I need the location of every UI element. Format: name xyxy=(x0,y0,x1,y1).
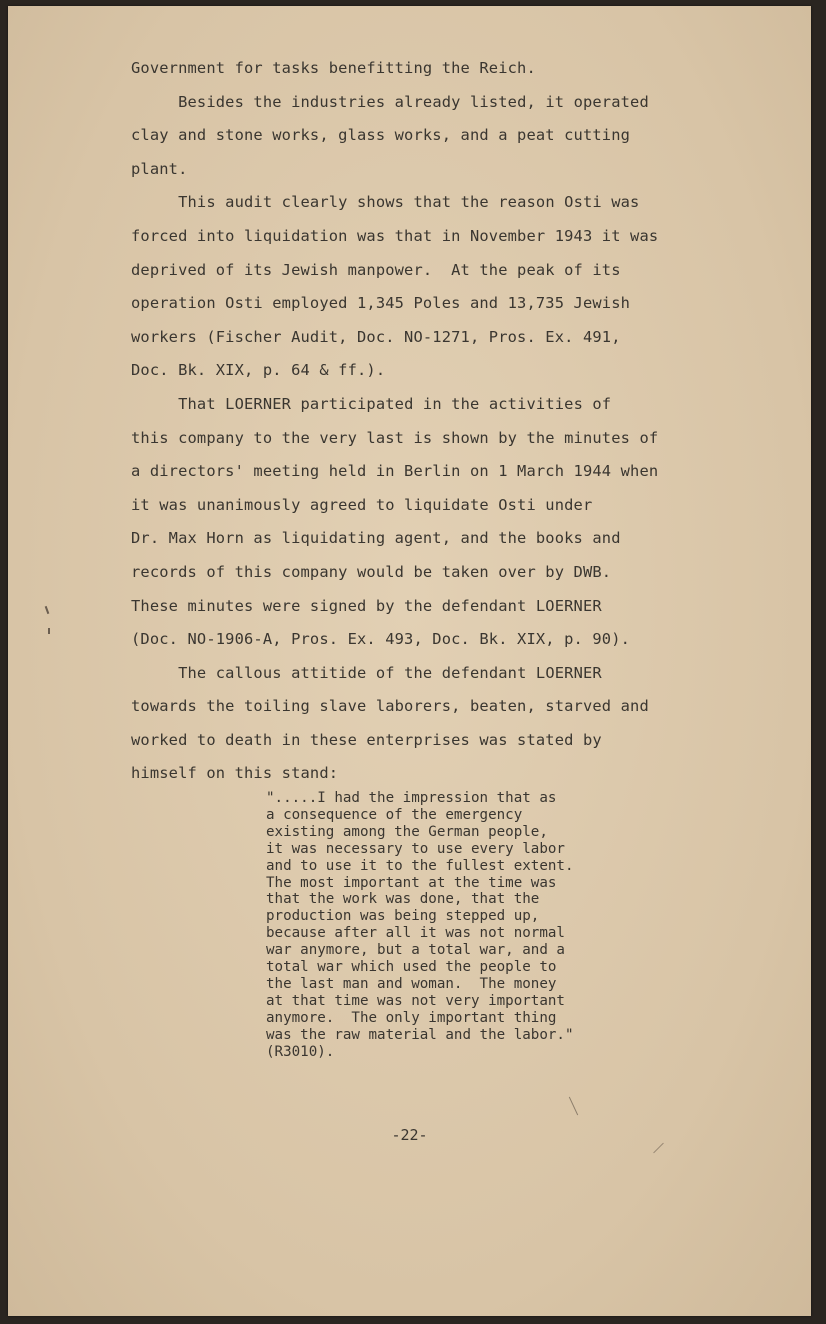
text-line: That LOERNER participated in the activities of xyxy=(131,394,612,413)
quote-line: war anymore, but a total war, and a xyxy=(266,942,565,959)
paper-mark xyxy=(569,1097,578,1116)
text-line: Dr. Max Horn as liquidating agent, and the books and xyxy=(131,529,621,548)
text-line: records of this company would be taken over by DWB. xyxy=(131,562,612,581)
text-line: himself on this stand: xyxy=(131,764,339,783)
text-line: Government for tasks benefitting the Reich. xyxy=(131,59,536,77)
quote-line: anymore. The only important thing xyxy=(266,1009,557,1026)
text-line: Besides the industries already listed, it operated xyxy=(131,92,649,111)
text-line: (Doc. NO-1906-A, Pros. Ex. 493, Doc. Bk. XIX, p. 90). xyxy=(131,630,631,649)
body-text xyxy=(131,52,711,791)
text-line: towards the toiling slave laborers, beaten, starved and xyxy=(131,697,649,716)
quote-line: existing among the German people, xyxy=(266,823,548,840)
quote-line: The most important at the time was xyxy=(266,874,557,891)
quote-line: it was necessary to use every labor xyxy=(266,840,565,857)
quote-line: that the work was done, that the xyxy=(266,891,540,908)
text-line: workers (Fischer Audit, Doc. NO-1271, Pros. Ex. 491, xyxy=(131,327,621,346)
page-number: -22- xyxy=(391,1126,428,1144)
quote-line: total war which used the people to xyxy=(266,959,557,976)
text-line: worked to death in these enterprises was stated by xyxy=(131,730,602,749)
text-line: operation Osti employed 1,345 Poles and 13,735 Jewish xyxy=(131,294,631,313)
document-page xyxy=(8,6,811,1316)
text-line: it was unanimously agreed to liquidate Osti under xyxy=(131,495,593,514)
quote-line: (R3010). xyxy=(266,1043,335,1060)
quote-line: production was being stepped up, xyxy=(266,908,540,925)
text-line: deprived of its Jewish manpower. At the peak of its xyxy=(131,260,621,279)
text-line: The callous attitide of the defendant LOERNER xyxy=(131,663,602,682)
quote-line: ".....I had the impression that as xyxy=(266,790,557,806)
text-line: Doc. Bk. XIX, p. 64 & ff.). xyxy=(131,361,386,380)
quote-line: because after all it was not normal xyxy=(266,925,565,942)
block-quote xyxy=(266,790,646,1061)
text-line: This audit clearly shows that the reason Osti was xyxy=(131,193,640,212)
quote-line: a consequence of the emergency xyxy=(266,806,523,823)
paper-mark xyxy=(653,1143,664,1154)
text-line: These minutes were signed by the defendant LOERNER xyxy=(131,596,602,615)
text-line: plant. xyxy=(131,159,188,178)
quote-line: at that time was not very important xyxy=(266,992,565,1009)
quote-line: was the raw material and the labor." xyxy=(266,1026,574,1043)
quote-line: the last man and woman. The money xyxy=(266,975,557,992)
paper-mark xyxy=(48,628,50,634)
quote-line: and to use it to the fullest extent. xyxy=(266,857,574,874)
paper-mark xyxy=(45,606,50,614)
text-line: a directors' meeting held in Berlin on 1 March 1944 when xyxy=(131,462,659,481)
text-line: clay and stone works, glass works, and a peat cutting xyxy=(131,126,631,145)
text-line: forced into liquidation was that in November 1943 it was xyxy=(131,226,659,245)
text-line: this company to the very last is shown by the minutes of xyxy=(131,428,659,447)
